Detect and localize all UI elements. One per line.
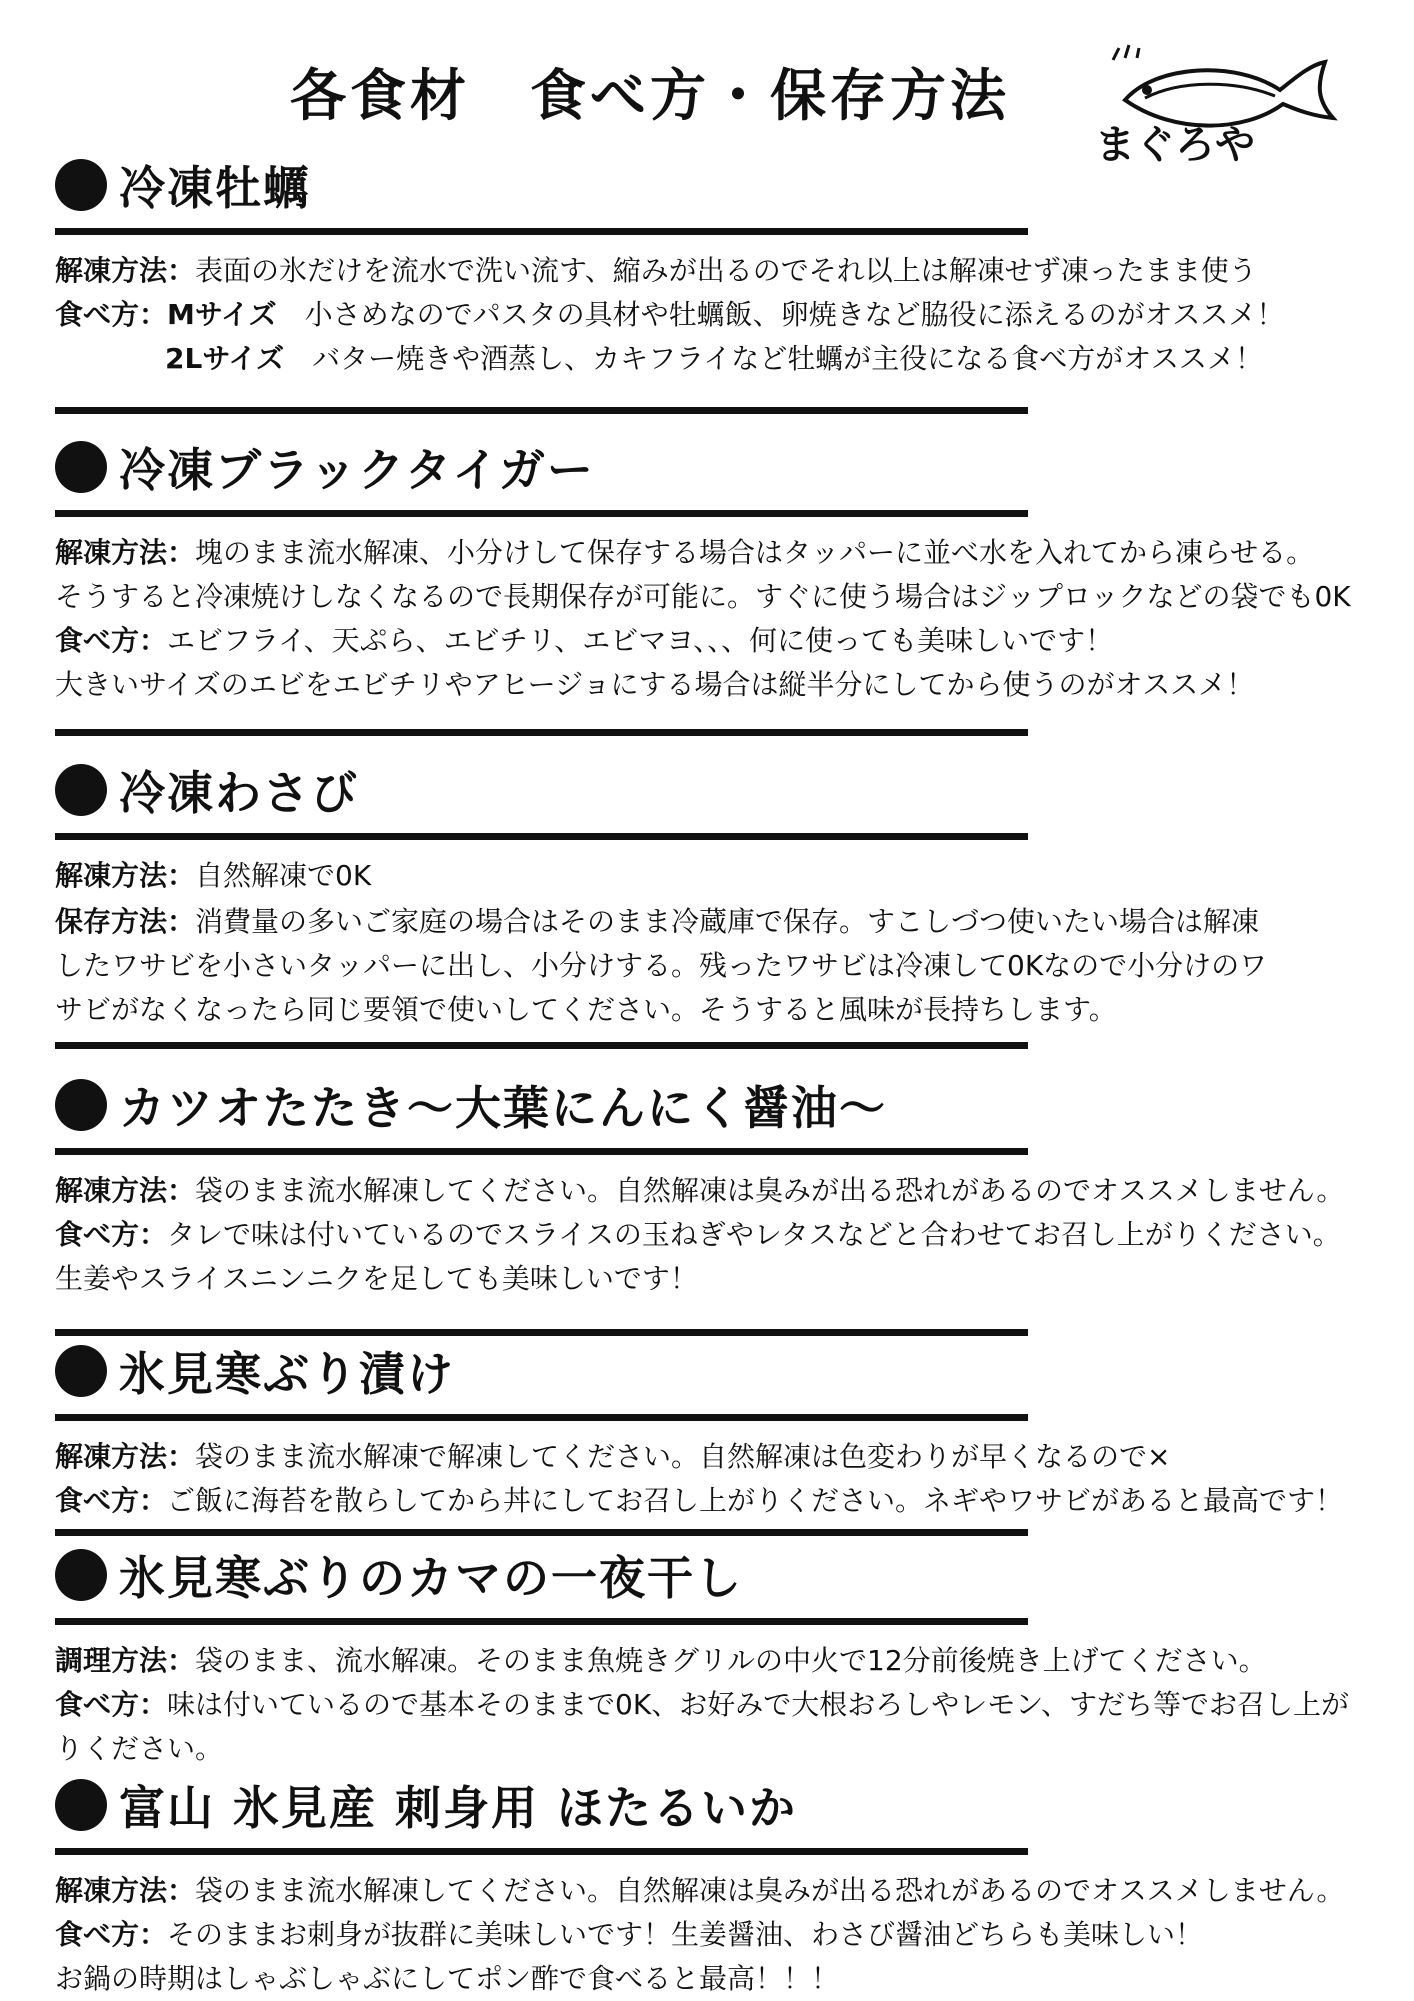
- bullet-icon: [55, 1345, 107, 1397]
- text-line: そうすると冷凍焼けしなくなるので長期保存が可能に。すぐに使う場合はジップロックなどの袋でも0K: [55, 580, 1351, 613]
- text-line: 解凍方法：表面の氷だけを流水で洗い流す、縮みが出るのでそれ以上は解凍せず凍ったまま使う: [55, 254, 1257, 287]
- section-heading: 氷見寒ぶり漬け: [55, 1336, 1335, 1406]
- text-line: 解凍方法：袋のまま流水解凍してください。自然解凍は臭みが出る恐れがあるのでオススメしません。: [55, 1874, 1345, 1907]
- text-line: 2Lサイズ バター焼きや酒蒸し、カキフライなど牡蠣が主役になる食べ方がオススメ！: [165, 342, 1263, 375]
- bullet-icon: [55, 441, 107, 493]
- page-title: 各食材 食べ方・保存方法: [290, 64, 1010, 129]
- section-heading: 冷凍わさび: [55, 755, 1335, 825]
- bullet-icon: [55, 159, 107, 211]
- bullet-icon: [55, 1549, 107, 1601]
- divider: [55, 1529, 1028, 1536]
- bullet-icon: [55, 1079, 107, 1131]
- text-line: 食べ方：味は付いているので基本そのままで0K、お好みで大根おろしやレモン、すだち等でお召し上が: [55, 1688, 1349, 1721]
- text-line: サビがなくなったら同じ要領で使いしてください。そうすると風味が長持ちします。: [55, 993, 1117, 1026]
- text-line: したワサビを小さいタッパーに出し、小分けする。残ったワサビは冷凍して0Kなので小分けのワ: [55, 949, 1268, 982]
- divider: [55, 1042, 1028, 1049]
- text-line: 食べ方：エビフライ、天ぷら、エビチリ、エビマヨ、、、何に使っても美味しいです！: [55, 624, 1114, 657]
- divider: [55, 1329, 1028, 1336]
- divider: [55, 833, 1028, 840]
- section-heading: 冷凍ブラックタイガー: [55, 432, 1335, 502]
- text-line: 解凍方法：袋のまま流水解凍で解凍してください。自然解凍は色変わりが早くなるので×: [55, 1440, 1171, 1473]
- section-frozen-wasabi: [55, 755, 1335, 1063]
- divider: [55, 1414, 1028, 1421]
- section-heading: 富山 氷見産 刺身用 ほたるいか: [55, 1770, 1335, 1840]
- section-katsuo-tataki: [55, 1070, 1345, 1350]
- text-line: 食べ方：ご飯に海苔を散らしてから丼にしてお召し上がりください。ネギやワサビがあると最高です！: [55, 1484, 1344, 1517]
- text-line: 食べ方：Mサイズ 小さめなのでパスタの具材や牡蠣飯、卵焼きなど脇役に添えるのがオススメ！: [55, 298, 1285, 331]
- divider: [55, 228, 1028, 235]
- text-line: 生姜やスライスニンニクを足しても美味しいです！: [55, 1262, 698, 1295]
- text-line: 解凍方法：自然解凍で0K: [55, 859, 372, 892]
- divider: [55, 1148, 1028, 1155]
- text-line: 食べ方：そのままお刺身が抜群に美味しいです！生姜醤油、わさび醤油どちらも美味しい！: [55, 1918, 1204, 1951]
- text-line: りください。: [55, 1732, 224, 1765]
- divider: [55, 1848, 1028, 1855]
- bullet-icon: [55, 764, 107, 816]
- bullet-icon: [55, 1779, 107, 1831]
- divider: [55, 510, 1028, 517]
- divider: [55, 1618, 1028, 1625]
- text-line: 保存方法：消費量の多いご家庭の場合はそのまま冷蔵庫で保存。すこしづつ使いたい場合は解凍: [55, 905, 1260, 938]
- divider: [55, 729, 1028, 736]
- section-himi-buri-kama: [55, 1540, 1349, 1771]
- text-line: 解凍方法：袋のまま流水解凍してください。自然解凍は臭みが出る恐れがあるのでオススメしません。: [55, 1174, 1345, 1207]
- divider: [55, 407, 1028, 414]
- logo-char-1: まぐろや: [1095, 122, 1255, 168]
- section-heading: カツオたたき～大葉にんにく醤油～: [55, 1070, 1335, 1140]
- text-line: 大きいサイズのエビをエビチリやアヒージョにする場合は縦半分にしてから使うのがオススメ！: [55, 668, 1255, 701]
- section-hotaru-ika: [55, 1770, 1345, 2001]
- section-frozen-oyster: [55, 150, 1335, 428]
- text-line: 調理方法：袋のまま、流水解凍。そのまま魚焼きグリルの中火で12分前後焼き上げてください。: [55, 1644, 1267, 1677]
- section-frozen-black-tiger: [55, 432, 1351, 750]
- text-line: 解凍方法：塊のまま流水解凍、小分けして保存する場合はタッパーに並べ水を入れてから凍らせる。: [55, 536, 1315, 569]
- section-heading: 冷凍牡蠣: [55, 150, 1335, 220]
- section-himi-buri-zuke: [55, 1336, 1344, 1550]
- section-heading: 氷見寒ぶりのカマの一夜干し: [55, 1540, 1335, 1610]
- text-line: お鍋の時期はしゃぶしゃぶにしてポン酢で食べると最高！！！: [55, 1962, 840, 1995]
- text-line: 食べ方：タレで味は付いているのでスライスの玉ねぎやレタスなどと合わせてお召し上がりください。: [55, 1218, 1341, 1251]
